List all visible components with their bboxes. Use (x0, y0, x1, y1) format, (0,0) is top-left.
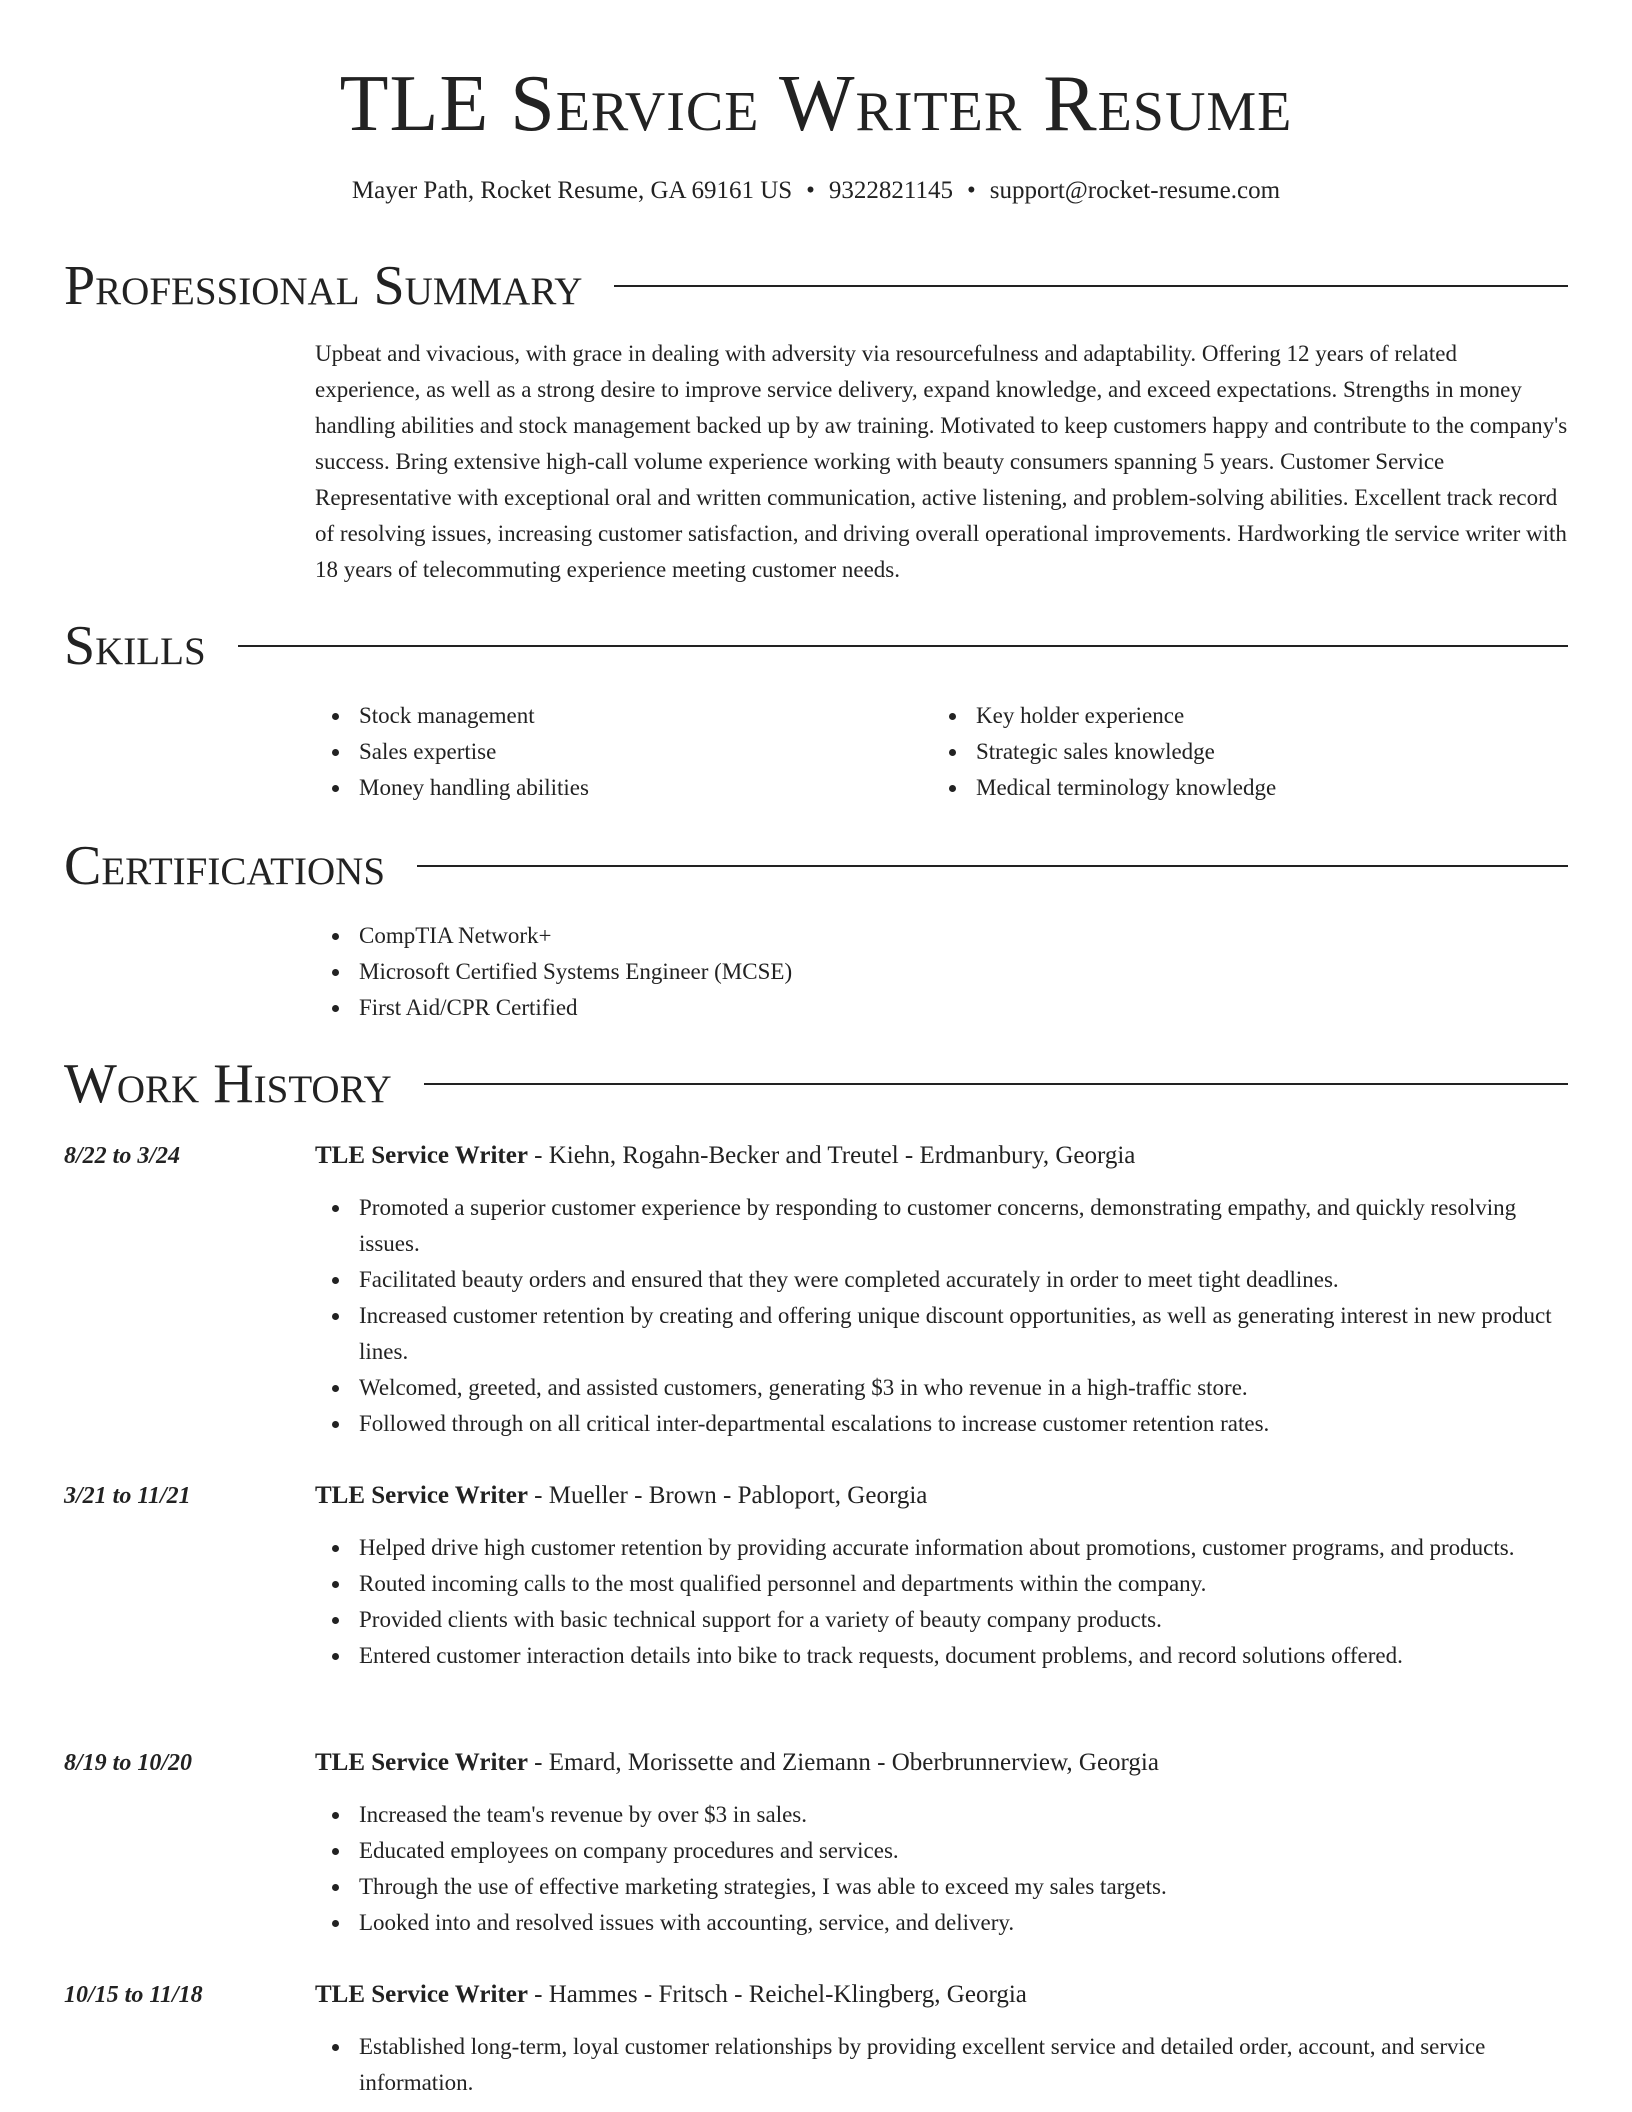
job-employer-location: - Kiehn, Rogahn-Becker and Treutel - Erdmanbury, Georgia (527, 1142, 1136, 1169)
section-divider (417, 865, 1568, 867)
job-bullet: Looked into and resolved issues with accounting, service, and delivery. (359, 1905, 1568, 1941)
job-bullet: Provided clients with basic technical support for a variety of beauty company products. (359, 1602, 1568, 1638)
job-bullet: Facilitated beauty orders and ensured that they were completed accurately in order to meet tight deadlines. (359, 1262, 1568, 1298)
job-bullet: Promoted a superior customer experience by responding to customer concerns, demonstrating empathy, and quickly resolving issues. (359, 1190, 1568, 1262)
job-bullet: Educated employees on company procedures and services. (359, 1833, 1568, 1869)
job-bullets (315, 1530, 1568, 1674)
skill-item: Strategic sales knowledge (976, 734, 1276, 770)
skill-item: Sales expertise (359, 734, 589, 770)
job-bullet: Welcomed, greeted, and assisted customers, generating $3 in who revenue in a high-traffic store. (359, 1370, 1568, 1406)
job-bullet: Routed incoming calls to the most qualified personnel and departments within the company. (359, 1566, 1568, 1602)
contact-separator: • (806, 177, 815, 204)
section-heading-certifications (64, 834, 1568, 898)
job-dates: 8/19 to 10/20 (64, 1750, 193, 1776)
job-header (315, 1977, 1568, 2013)
job-title: TLE Service Writer (315, 1142, 528, 1169)
job-title: TLE Service Writer (315, 1749, 528, 1776)
job-title: TLE Service Writer (315, 1981, 528, 2008)
skills-column-left (315, 698, 589, 806)
job-employer-location: - Mueller - Brown - Pabloport, Georgia (527, 1482, 928, 1509)
job-bullet: Followed through on all critical inter-departmental escalations to increase customer retention rates. (359, 1406, 1568, 1442)
contact-phone: 9322821145 (828, 177, 953, 204)
skills-column-right (932, 698, 1276, 806)
section-heading-summary (64, 254, 1568, 318)
job-bullet: Through the use of effective marketing strategies, I was able to exceed my sales targets. (359, 1869, 1568, 1905)
skill-item: Stock management (359, 698, 589, 734)
section-divider (238, 645, 1568, 647)
job-employer-location: - Emard, Morissette and Ziemann - Oberbrunnerview, Georgia (527, 1749, 1159, 1776)
certification-item: Microsoft Certified Systems Engineer (MCSE) (359, 954, 792, 990)
section-divider (614, 285, 1568, 287)
skill-item: Money handling abilities (359, 770, 589, 806)
job-bullet: Increased customer retention by creating and offering unique discount opportunities, as well as generating interest in new product lines. (359, 1298, 1568, 1370)
job-bullet: Established long-term, loyal customer relationships by providing excellent service and detailed order, account, and service information. (359, 2029, 1568, 2101)
certification-item: CompTIA Network+ (359, 918, 792, 954)
job-bullets (315, 2029, 1568, 2101)
section-heading-skills (64, 614, 1568, 678)
skill-item: Medical terminology knowledge (976, 770, 1276, 806)
job-header (315, 1745, 1568, 1781)
section-divider (424, 1083, 1568, 1085)
job-dates: 8/22 to 3/24 (64, 1143, 181, 1169)
job-employer-location: - Hammes - Fritsch - Reichel-Klingberg, Georgia (527, 1981, 1027, 2008)
job-header (315, 1138, 1568, 1174)
contact-line (0, 176, 1632, 206)
job-dates: 10/15 to 11/18 (64, 1982, 203, 2008)
certifications-list (315, 918, 792, 1026)
summary-paragraph: Upbeat and vivacious, with grace in dealing with adversity via resourcefulness and adaptability. Offering 12 years of related experience, as well as a strong desire to improve service delivery, expand knowledge, and exceed expectations. Strengths in money handling abilities and stock management backed up by aw training. Motivated to keep customers happy and contribute to the company's success. Bring extensive high-call volume experience working with beauty consumers spanning 5 years. Customer Service Representative with exceptional oral and written communication, active listening, and problem-solving abilities. Excellent track record of resolving issues, increasing customer satisfaction, and driving overall operational improvements. Hardworking tle service writer with 18 years of telecommuting experience meeting customer needs. (315, 341, 1568, 582)
resume-title: TLE Service Writer Resume (339, 60, 1293, 148)
section-heading-work-history (64, 1052, 1568, 1116)
job-dates: 3/21 to 11/21 (64, 1483, 191, 1509)
section-title: Certifications (64, 835, 386, 897)
job-bullet: Helped drive high customer retention by providing accurate information about promotions, customer programs, and products. (359, 1530, 1568, 1566)
section-title: Professional Summary (64, 255, 583, 317)
job-header (315, 1478, 1568, 1514)
certification-item: First Aid/CPR Certified (359, 990, 792, 1026)
job-bullet: Increased the team's revenue by over $3 in sales. (359, 1797, 1568, 1833)
section-title: Skills (64, 615, 206, 677)
job-bullet: Entered customer interaction details into bike to track requests, document problems, and record solutions offered. (359, 1638, 1568, 1674)
contact-email[interactable]: support@rocket-resume.com (989, 177, 1281, 204)
job-bullets (315, 1190, 1568, 1442)
section-title: Work History (64, 1053, 392, 1115)
job-bullets (315, 1797, 1568, 1941)
contact-address: Mayer Path, Rocket Resume, GA 69161 US (351, 177, 793, 204)
job-title: TLE Service Writer (315, 1482, 528, 1509)
skill-item: Key holder experience (976, 698, 1276, 734)
contact-separator: • (967, 177, 976, 204)
